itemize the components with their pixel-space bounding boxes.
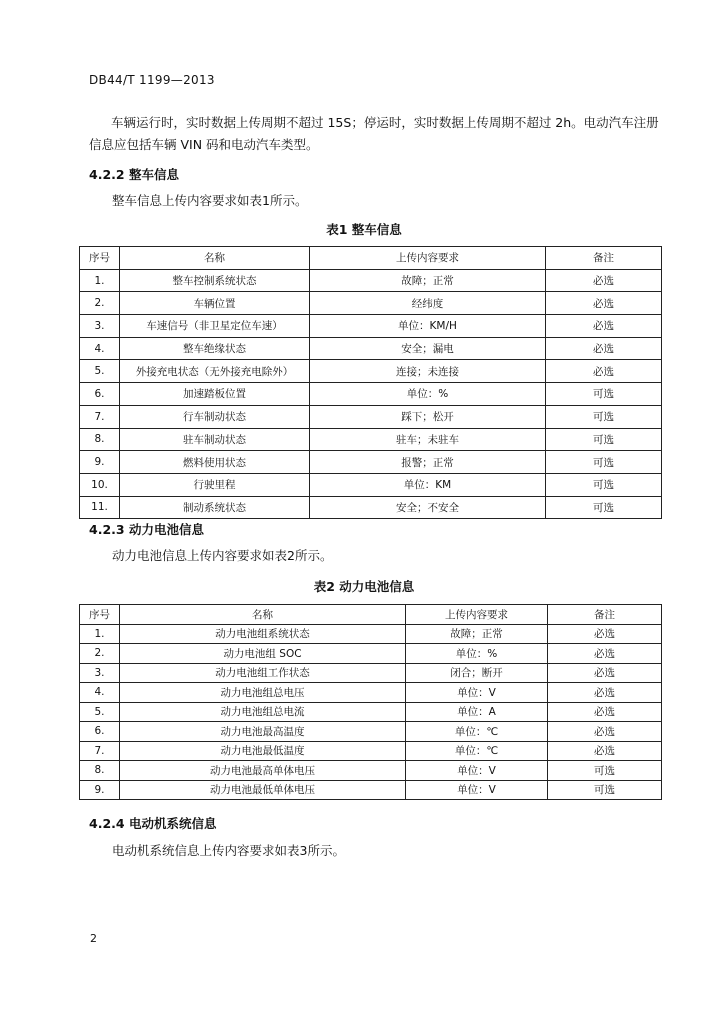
- column-header: 名称: [120, 247, 310, 270]
- section-text-4-2-4: 电动机系统信息上传内容要求如表3所示。: [112, 843, 345, 858]
- table-cell: 可选: [548, 780, 662, 800]
- table-row: [80, 683, 662, 703]
- table-cell: 连接；未连接: [310, 360, 546, 383]
- table-cell: 故障；正常: [406, 624, 548, 644]
- table-cell: 动力电池最高温度: [120, 722, 406, 742]
- table-cell: 动力电池最低单体电压: [120, 780, 406, 800]
- table-cell: 安全；漏电: [310, 337, 546, 360]
- table-row: [80, 451, 662, 474]
- table-cell: 必选: [548, 644, 662, 664]
- table-cell: 9.: [80, 451, 120, 474]
- table-cell: 可选: [546, 473, 662, 496]
- table-cell: 单位：V: [406, 761, 548, 781]
- table-cell: 3.: [80, 663, 120, 683]
- table-cell: 加速踏板位置: [120, 383, 310, 406]
- table-row: [80, 741, 662, 761]
- table-cell: 4.: [80, 337, 120, 360]
- table-cell: 动力电池组总电流: [120, 702, 406, 722]
- document-id: DB44/T 1199—2013: [89, 73, 215, 87]
- table-cell: 必选: [548, 722, 662, 742]
- table-cell: 5.: [80, 702, 120, 722]
- table-cell: 单位：℃: [406, 741, 548, 761]
- table-cell: 故障；正常: [310, 269, 546, 292]
- table-header-row: [80, 605, 662, 625]
- table-cell: 动力电池组系统状态: [120, 624, 406, 644]
- table-cell: 必选: [546, 337, 662, 360]
- column-header: 名称: [120, 605, 406, 625]
- table-cell: 动力电池组 SOC: [120, 644, 406, 664]
- table-cell: 可选: [548, 761, 662, 781]
- table-cell: 10.: [80, 473, 120, 496]
- table-row: [80, 337, 662, 360]
- table-cell: 7.: [80, 741, 120, 761]
- table-cell: 可选: [546, 428, 662, 451]
- table-cell: 单位：℃: [406, 722, 548, 742]
- table-cell: 必选: [546, 315, 662, 338]
- table-2-caption: 表2 动力电池信息: [313, 579, 415, 594]
- table-cell: 行驶里程: [120, 473, 310, 496]
- table-cell: 8.: [80, 761, 120, 781]
- column-header: 备注: [548, 605, 662, 625]
- table-cell: 11.: [80, 496, 120, 519]
- table-cell: 1.: [80, 624, 120, 644]
- table-cell: 经纬度: [310, 292, 546, 315]
- table-cell: 车辆位置: [120, 292, 310, 315]
- section-heading-4-2-3: 4.2.3 动力电池信息: [89, 522, 204, 537]
- table-row: [80, 360, 662, 383]
- table-cell: 必选: [548, 683, 662, 703]
- table-row: [80, 383, 662, 406]
- table-cell: 必选: [546, 292, 662, 315]
- table-cell: 可选: [546, 383, 662, 406]
- table-cell: 车速信号（非卫星定位车速）: [120, 315, 310, 338]
- table-cell: 6.: [80, 383, 120, 406]
- table-cell: 必选: [548, 663, 662, 683]
- table-1-caption: 表1 整车信息: [326, 222, 402, 237]
- intro-paragraph: 车辆运行时，实时数据上传周期不超过 15S；停运时，实时数据上传周期不超过 2h。电动汽车注册信息应包括车辆 VIN 码和电动汽车类型。: [89, 115, 659, 152]
- table-1-vehicle-info: [79, 246, 662, 519]
- table-cell: 动力电池组工作状态: [120, 663, 406, 683]
- table-cell: 单位：A: [406, 702, 548, 722]
- table-row: [80, 269, 662, 292]
- column-header: 上传内容要求: [406, 605, 548, 625]
- table-cell: 必选: [546, 269, 662, 292]
- table-cell: 单位：%: [310, 383, 546, 406]
- table-cell: 可选: [546, 496, 662, 519]
- section-heading-4-2-2: 4.2.2 整车信息: [89, 167, 179, 182]
- table-row: [80, 663, 662, 683]
- table-cell: 安全；不安全: [310, 496, 546, 519]
- table-cell: 单位：V: [406, 780, 548, 800]
- table-cell: 驻车制动状态: [120, 428, 310, 451]
- table-cell: 行车制动状态: [120, 405, 310, 428]
- table-row: [80, 761, 662, 781]
- table-cell: 踩下；松开: [310, 405, 546, 428]
- table-header-row: [80, 247, 662, 270]
- table-cell: 必选: [546, 360, 662, 383]
- section-text-4-2-2: 整车信息上传内容要求如表1所示。: [112, 193, 308, 208]
- table-cell: 9.: [80, 780, 120, 800]
- table-row: [80, 722, 662, 742]
- table-cell: 闭合；断开: [406, 663, 548, 683]
- table-cell: 驻车；未驻车: [310, 428, 546, 451]
- table-cell: 报警；正常: [310, 451, 546, 474]
- table-row: [80, 428, 662, 451]
- column-header: 上传内容要求: [310, 247, 546, 270]
- table-cell: 单位：%: [406, 644, 548, 664]
- table-row: [80, 405, 662, 428]
- table-cell: 必选: [548, 741, 662, 761]
- table-cell: 单位：KM/H: [310, 315, 546, 338]
- table-cell: 6.: [80, 722, 120, 742]
- table-cell: 2.: [80, 644, 120, 664]
- table-cell: 必选: [548, 702, 662, 722]
- table-cell: 必选: [548, 624, 662, 644]
- table-2-battery-info: [79, 604, 662, 800]
- table-cell: 单位：V: [406, 683, 548, 703]
- page-number: 2: [90, 932, 97, 945]
- table-row: [80, 496, 662, 519]
- table-cell: 2.: [80, 292, 120, 315]
- table-cell: 整车控制系统状态: [120, 269, 310, 292]
- table-cell: 可选: [546, 405, 662, 428]
- table-row: [80, 473, 662, 496]
- table-cell: 8.: [80, 428, 120, 451]
- table-cell: 7.: [80, 405, 120, 428]
- table-row: [80, 780, 662, 800]
- column-header: 序号: [80, 247, 120, 270]
- table-row: [80, 702, 662, 722]
- section-heading-4-2-4: 4.2.4 电动机系统信息: [89, 816, 217, 831]
- table-cell: 3.: [80, 315, 120, 338]
- section-text-4-2-3: 动力电池信息上传内容要求如表2所示。: [112, 548, 333, 563]
- table-cell: 1.: [80, 269, 120, 292]
- table-row: [80, 292, 662, 315]
- table-cell: 动力电池组总电压: [120, 683, 406, 703]
- table-cell: 燃料使用状态: [120, 451, 310, 474]
- table-cell: 整车绝缘状态: [120, 337, 310, 360]
- column-header: 序号: [80, 605, 120, 625]
- table-cell: 外接充电状态（无外接充电除外）: [120, 360, 310, 383]
- table-cell: 4.: [80, 683, 120, 703]
- table-row: [80, 315, 662, 338]
- table-row: [80, 624, 662, 644]
- table-row: [80, 644, 662, 664]
- table-cell: 制动系统状态: [120, 496, 310, 519]
- table-cell: 动力电池最高单体电压: [120, 761, 406, 781]
- table-cell: 可选: [546, 451, 662, 474]
- column-header: 备注: [546, 247, 662, 270]
- table-cell: 5.: [80, 360, 120, 383]
- table-cell: 动力电池最低温度: [120, 741, 406, 761]
- table-cell: 单位：KM: [310, 473, 546, 496]
